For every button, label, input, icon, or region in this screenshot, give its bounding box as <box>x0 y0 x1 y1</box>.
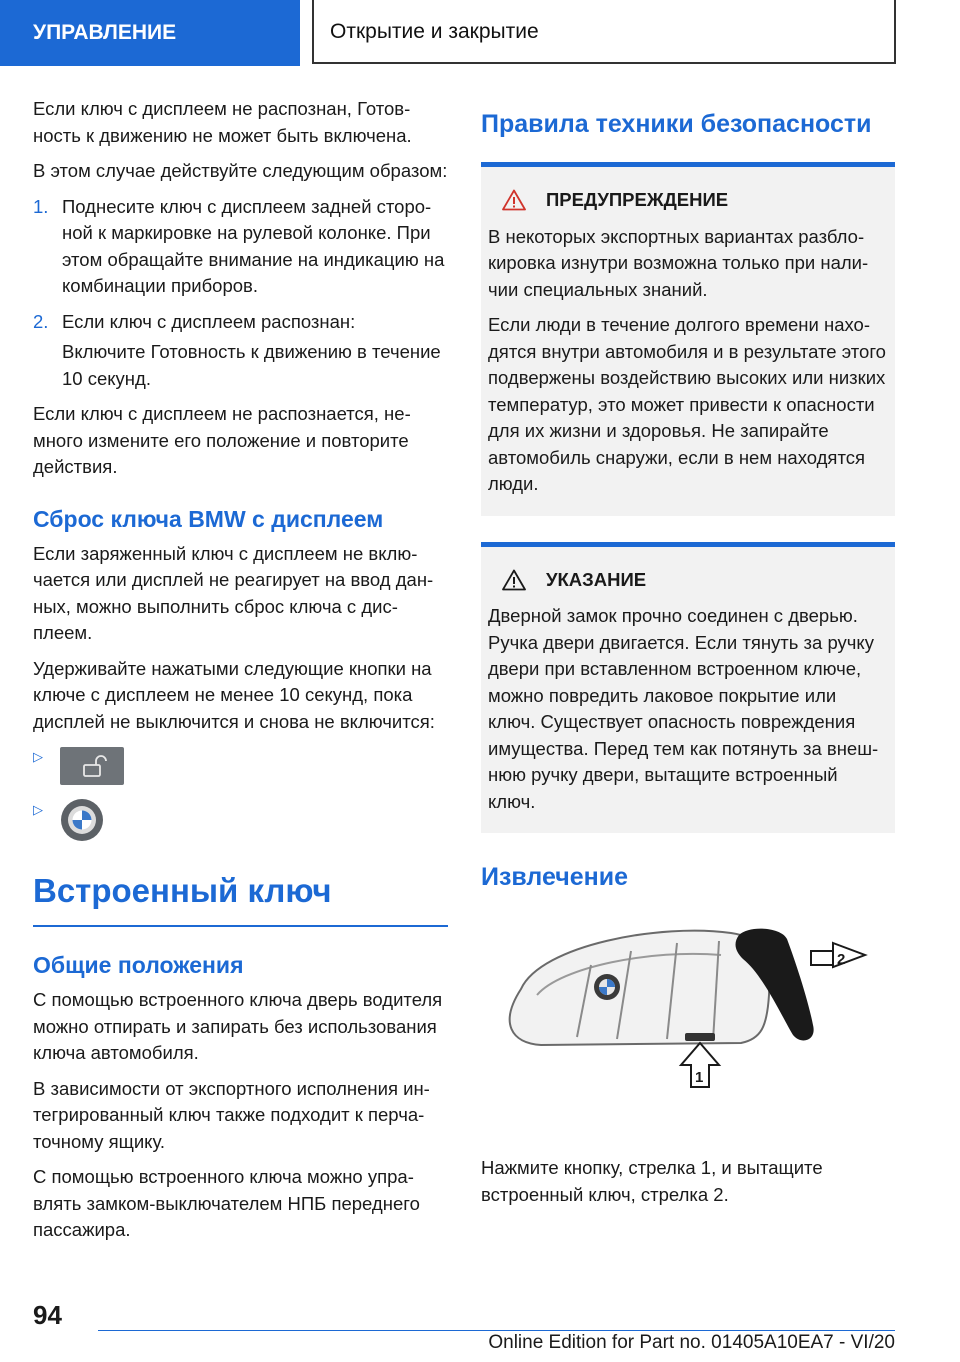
paragraph: Нажмите кнопку, стрелка 1, и вытащите встроенный ключ, стрелка 2. <box>481 1157 823 1205</box>
notice-triangle-icon <box>502 569 526 591</box>
paragraph: В зависимости от экспортного исполнения интегрированный ключ также подходит к перчаточному ящику. <box>33 1077 430 1152</box>
step-1 <box>33 194 448 300</box>
page-number: 94 <box>33 1300 62 1330</box>
warning-text: В некоторых экспортных вариантах разблокировка изнутри возможна только при наличии специальных знаний. <box>488 225 869 300</box>
paragraph: В этом случае действуйте следующим образом: <box>33 160 448 181</box>
paragraph: С помощью встроенного ключа дверь водителя можно отпирать и запирать без использования ключа автомобиля. <box>33 989 443 1063</box>
paragraph: С помощью встроенного ключа можно управлять замком-выключателем НПБ переднего пассажира. <box>33 1166 420 1240</box>
heading-reset: Сброс ключа BMW с дисплеем <box>33 505 384 532</box>
notice-title: УКАЗАНИЕ <box>488 567 888 594</box>
paragraph: Если ключ с дисплеем не распознается, немного измените его положение и повторите действия. <box>33 403 411 477</box>
section-divider <box>33 925 448 927</box>
heading-general: Общие положения <box>33 952 244 978</box>
step-2-continuation: Включите Готовность к движению в течение 10 секунд. <box>62 341 441 389</box>
triangle-bullet-icon: ▷ <box>33 749 43 764</box>
page-header <box>0 0 960 66</box>
arrow-label-2: 2 <box>837 951 846 968</box>
step-text: Если ключ с дисплеем распознан: <box>62 310 356 332</box>
heading-safety: Правила техники безопасности <box>481 110 872 138</box>
warning-text: Если люди в течение долгого времени находятся внутри автомобиля и в результате этого подвержены воздействию высоких или низких температур, это может привести к опасности для их жизни и здоровья. Не запирайте автомобиль снаружи, если в нем находятся люди. <box>488 314 886 494</box>
warning-title: ПРЕДУПРЕЖДЕНИЕ <box>488 187 888 214</box>
heading-extract: Извлечение <box>481 863 629 891</box>
list-item <box>33 747 448 785</box>
unlock-button-icon <box>60 747 124 785</box>
step-number: 2. <box>33 310 49 332</box>
step-2 <box>33 309 448 336</box>
paragraph: Если ключ с дисплеем не распознан, Готовность к движению не может быть включена. <box>33 98 412 146</box>
notice-box <box>481 542 895 834</box>
paragraph: Удерживайте нажатыми следующие кнопки на ключе с дисплеем не менее 10 секунд, пока дисплей не выключится и снова не включится: <box>33 657 435 732</box>
chapter-title: Открытие и закрытие <box>312 0 896 64</box>
warning-triangle-icon <box>502 189 526 211</box>
triangle-bullet-icon: ▷ <box>33 802 43 817</box>
step-text: Поднесите ключ с дисплеем задней стороной к маркировке на рулевой колонке. При этом обращайте внимание на индикацию на комбинации приборов. <box>62 195 445 296</box>
section-tab: УПРАВЛЕНИЕ <box>0 0 300 66</box>
left-column <box>33 96 448 1253</box>
list-item <box>33 799 448 841</box>
footer-divider <box>98 1330 895 1331</box>
warning-box <box>481 162 895 516</box>
step-number: 1. <box>33 195 49 217</box>
edition-text: Online Edition for Part no. 01405A10EA7 - VI/20 <box>488 1332 895 1353</box>
heading-builtin-key: Встроенный ключ <box>33 872 332 909</box>
key-extraction-illustration <box>481 915 895 1115</box>
notice-text: Дверной замок прочно соединен с дверью. Ручка двери двигается. Если тянуть за ручку двери при вставленном встроенном ключе, можно повредить лаковое покрытие или ключ. Существует опасность повреждения имущества. Перед тем как потянуть за внешнюю ручку двери, вытащите встроенный ключ. <box>488 605 879 812</box>
arrow-label-1: 1 <box>695 1069 704 1086</box>
bmw-logo-button-icon <box>61 799 103 841</box>
right-column <box>481 96 895 1217</box>
paragraph: Если заряженный ключ с дисплеем не включается или дисплей не реагирует на ввод данных, можно выполнить сброс ключа с дисплеем. <box>33 542 434 643</box>
